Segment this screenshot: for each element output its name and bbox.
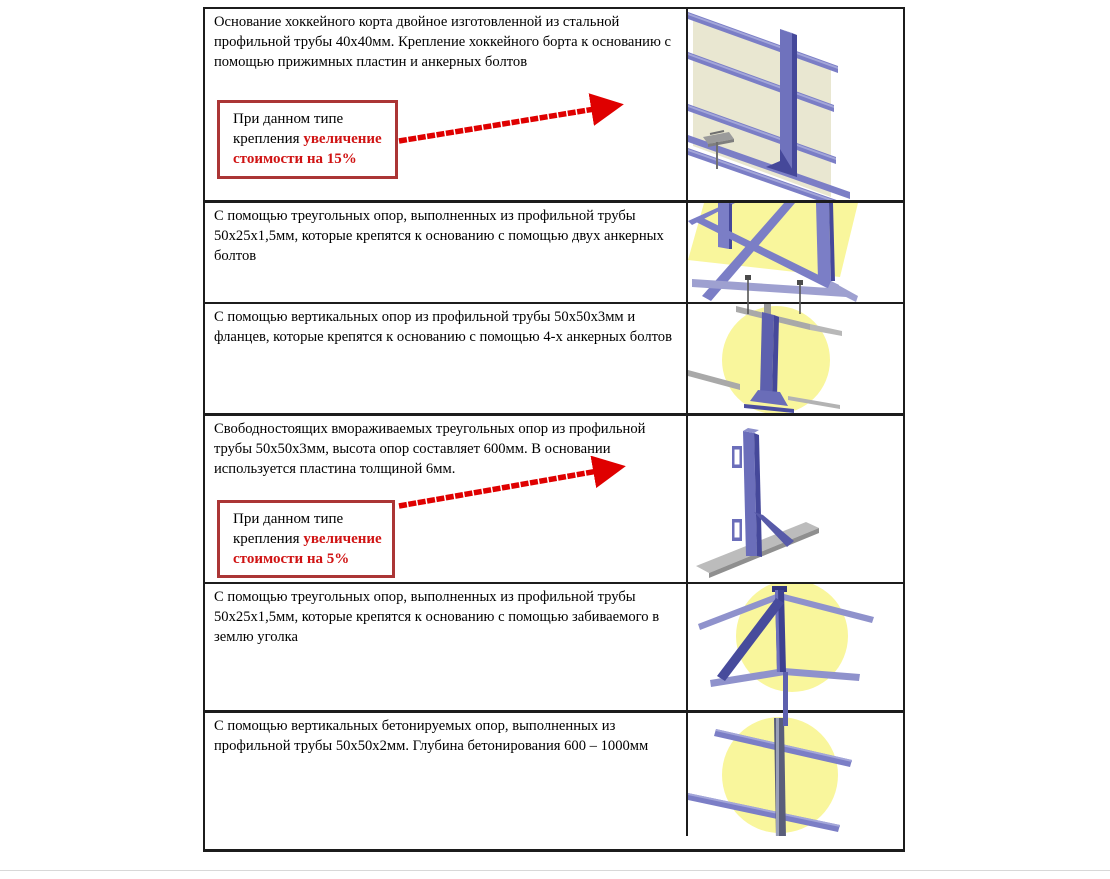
row3-description-cell bbox=[205, 304, 688, 413]
row3-text: С помощью вертикальных опор из профильной трубы 50х50х3мм и фланцев, которые крепятся к основанию с помощью 4-х анкерных болтов bbox=[214, 309, 672, 345]
callout-highlight: увеличение стоимости на 15% bbox=[233, 130, 382, 167]
concreted-post bbox=[774, 718, 786, 836]
callout-highlight: увеличение стоимости на 5% bbox=[233, 530, 382, 567]
illustration-flange-post bbox=[688, 304, 903, 413]
ground-stake bbox=[783, 672, 788, 726]
row4-illustration-cell bbox=[688, 416, 903, 582]
row4-description-cell bbox=[205, 416, 688, 582]
illustration-board-frame bbox=[688, 9, 903, 200]
illustration-triangular-support-bolts bbox=[688, 203, 903, 315]
table-row bbox=[205, 9, 903, 200]
mounting-options-table bbox=[203, 7, 905, 852]
row4-text: Свободностоящих вмораживаемых треугольных опор из профильной трубы 50х50х3мм, высота опор составляет 600мм. В основании используется пластина толщиной 6мм. bbox=[214, 421, 646, 477]
table-row bbox=[205, 710, 903, 836]
mounting-clips bbox=[732, 446, 742, 541]
row2-text: С помощью треугольных опор, выполненных из профильной трубы 50х25х1,5мм, которые крепятся к основанию с помощью двух анкерных болтов bbox=[214, 208, 664, 264]
red-arrow-icon bbox=[391, 456, 633, 514]
row5-text: С помощью треугольных опор, выполненных из профильной трубы 50х25х1,5мм, которые крепятся к основанию с помощью забиваемого в землю уголка bbox=[214, 589, 660, 645]
illustration-freestanding-support bbox=[688, 416, 903, 582]
row1-text: Основание хоккейного корта двойное изготовленной из стальной профильной трубы 40х40мм. Крепление хоккейного борта к основанию с помощью прижимных пластин и анкерных болтов bbox=[214, 14, 672, 70]
illustration-concreted-post bbox=[688, 713, 903, 836]
callout-prefix: При данном типе крепления bbox=[233, 111, 344, 147]
row3-illustration-cell bbox=[688, 304, 903, 413]
anchor-bolts bbox=[745, 275, 803, 314]
row5-illustration-cell bbox=[688, 584, 903, 710]
callout-prefix: При данном типе крепления bbox=[233, 511, 344, 547]
row5-description-cell bbox=[205, 584, 688, 710]
row6-illustration-cell bbox=[688, 713, 903, 836]
row2-illustration-cell bbox=[688, 203, 903, 302]
table-row bbox=[205, 302, 903, 413]
price-increase-callout-5 bbox=[217, 500, 395, 578]
table-row bbox=[205, 582, 903, 710]
row6-description-cell bbox=[205, 713, 688, 836]
row1-description-cell bbox=[205, 9, 688, 200]
row1-illustration-cell bbox=[688, 9, 903, 200]
red-arrow-icon bbox=[391, 91, 633, 151]
row2-description-cell bbox=[205, 203, 688, 302]
row6-text: С помощью вертикальных бетонируемых опор, выполненных из профильной трубы 50х50х2мм. Глубина бетонирования 600 – 1000мм bbox=[214, 718, 649, 754]
illustration-ground-stake-support bbox=[688, 584, 903, 726]
vertical-post bbox=[743, 428, 762, 557]
table-row bbox=[205, 200, 903, 302]
table-row bbox=[205, 413, 903, 582]
price-increase-callout-15 bbox=[217, 100, 398, 179]
page-bottom-rule bbox=[0, 870, 1110, 871]
